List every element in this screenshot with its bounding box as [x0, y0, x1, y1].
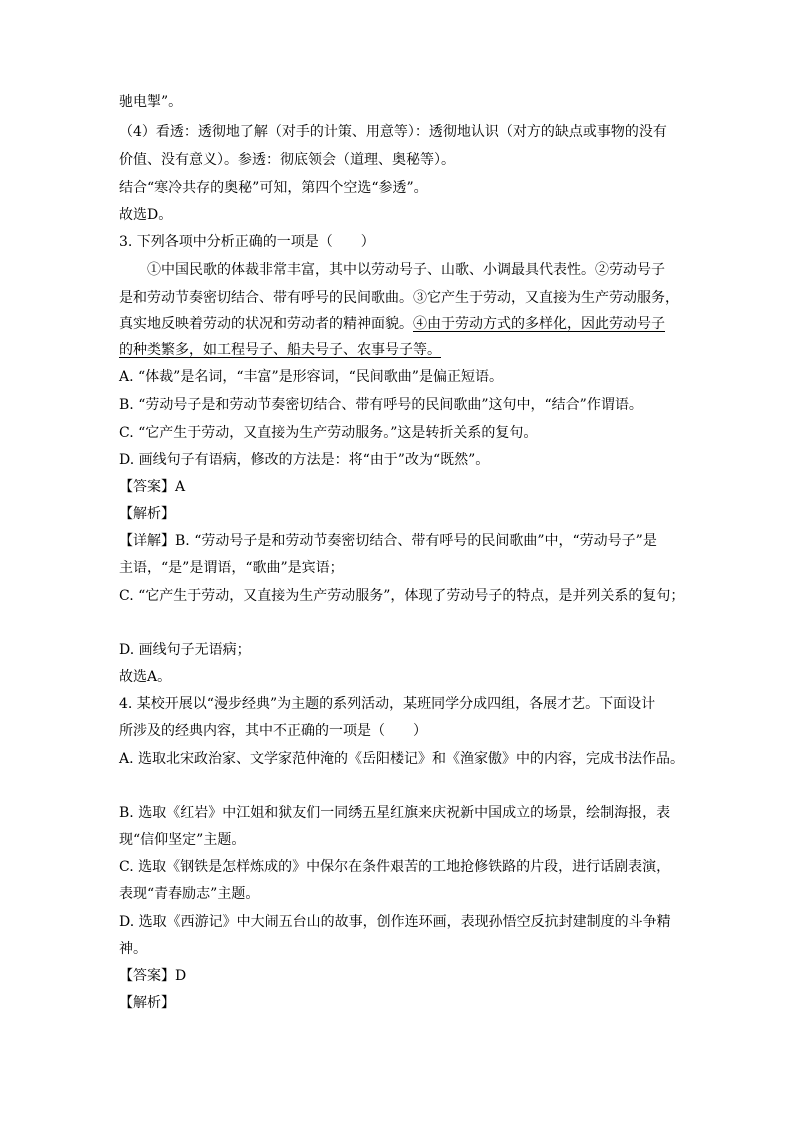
- underlined-sentence: 的种类繁多，如工程号子、船夫号子、农事号子等。: [119, 342, 441, 358]
- text-line: 结合“寒冷共存的奥秘”可知，第四个空选“参透”。: [119, 180, 428, 196]
- analysis-label: 【解析】: [119, 506, 175, 522]
- explanation-line: 【详解】B. “劳动号子是和劳动节奏密切结合、带有呼号的民间歌曲”中，“劳动号子”是: [119, 533, 657, 549]
- option-c: C. 选取《钢铁是怎样炼成的》中保尔在条件艰苦的工地抢修铁路的片段，进行话剧表演，: [119, 859, 671, 875]
- passage-line: ①中国民歌的体裁非常丰富，其中以劳动号子、山歌、小调最具代表性。②劳动号子: [147, 262, 665, 278]
- explanation-line: 故选A。: [119, 669, 172, 685]
- explanation-line: 主语，“是”是谓语，“歌曲”是宾语；: [119, 560, 344, 576]
- underlined-sentence: ④由于劳动方式的多样化，因此劳动号子: [413, 316, 665, 332]
- option-c: C. “它产生于劳动，又直接为生产劳动服务。”这是转折关系的复句。: [119, 425, 538, 441]
- answer-label: 【答案】A: [119, 479, 186, 495]
- option-a: A. 选取北宋政治家、文学家范仲淹的《岳阳楼记》和《渔家傲》中的内容，完成书法作品。: [119, 751, 685, 767]
- question-4-stem: 所涉及的经典内容，其中不正确的一项是（ ）: [119, 723, 427, 739]
- option-d: D. 选取《西游记》中大闹五台山的故事，创作连环画，表现孙悟空反抗封建制度的斗争精: [119, 914, 671, 930]
- option-d: 神。: [119, 941, 147, 957]
- text-line: 驰电掣”。: [119, 94, 183, 110]
- passage-text: 真实地反映着劳动的状况和劳动者的精神面貌。: [119, 316, 413, 332]
- text-line: 价值、没有意义）。参透：彻底领会（道理、奥秘等）。: [119, 152, 455, 168]
- option-b: 现“信仰坚定”主题。: [119, 832, 246, 848]
- option-b: B. “劳动号子是和劳动节奏密切结合、带有呼号的民间歌曲”这句中，“结合”作谓语。: [119, 397, 643, 413]
- passage-line: [119, 314, 689, 334]
- explanation-line: D. 画线句子无语病；: [119, 642, 251, 658]
- option-b: B. 选取《红岩》中江姐和狱友们一同绣五星红旗来庆祝新中国成立的场景，绘制海报，表: [119, 805, 671, 821]
- analysis-label: 【解析】: [119, 995, 175, 1011]
- answer-label: 【答案】D: [119, 968, 187, 984]
- option-d: D. 画线句子有语病，修改的方法是：将“由于”改为“既然”。: [119, 452, 490, 468]
- passage-line: 是和劳动节奏密切结合、带有呼号的民间歌曲。③它产生于劳动，又直接为生产劳动服务，: [119, 290, 679, 306]
- text-line: 故选D。: [119, 207, 173, 223]
- question-3-stem: 3. 下列各项中分析正确的一项是（ ）: [119, 234, 375, 250]
- option-c: 表现“青春励志”主题。: [119, 886, 260, 902]
- question-4-stem: 4. 某校开展以“漫步经典”为主题的系列活动，某班同学分成四组，各展才艺。下面设计: [119, 696, 656, 712]
- text-line: （4）看透：透彻地了解（对手的计策、用意等）：透彻地认识（对方的缺点或事物的没有: [119, 124, 667, 140]
- option-a: A. “体裁”是名词，“丰富”是形容词，“民间歌曲”是偏正短语。: [119, 369, 503, 385]
- explanation-line: C. “它产生于劳动，又直接为生产劳动服务”，体现了劳动号子的特点，是并列关系的复句；: [119, 588, 685, 604]
